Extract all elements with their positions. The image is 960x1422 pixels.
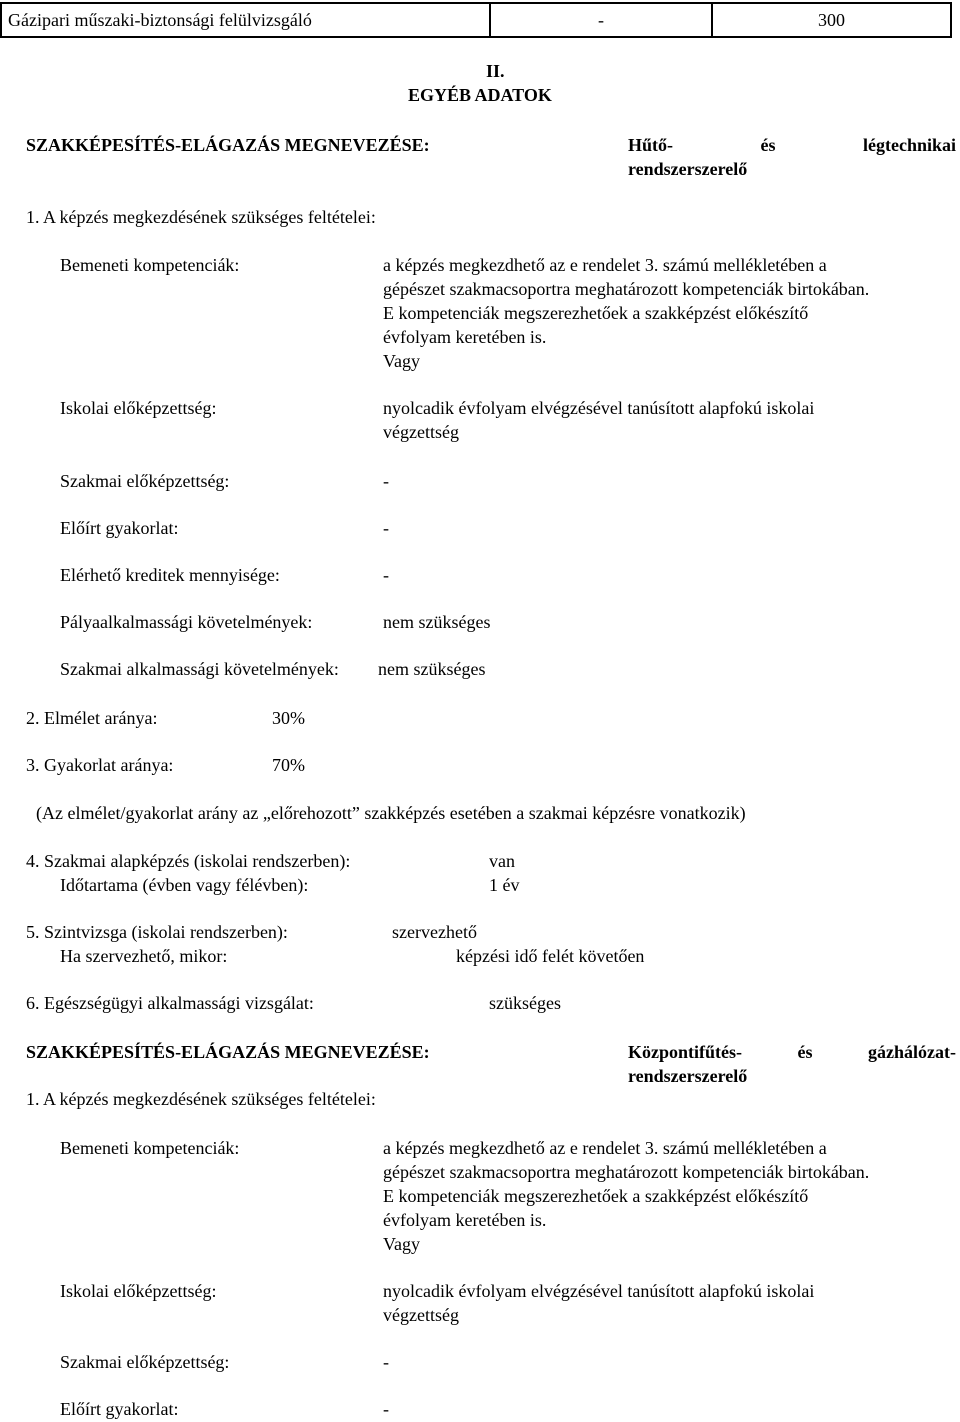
branch1-item1: 1. A képzés megkezdésének szükséges feltételei: — [26, 207, 376, 227]
branch1-bemeneti-line: a képzés megkezdhető az e rendelet 3. számú mellékletében a — [383, 255, 827, 275]
branch1-heading: SZAKKÉPESÍTÉS-ELÁGAZÁS MEGNEVEZÉSE: — [26, 135, 430, 155]
branch2-bemeneti-line: gépészet szakmacsoportra meghatározott kompetenciák birtokában. — [383, 1162, 870, 1182]
branch1-szakmai-alk-label: Szakmai alkalmassági követelmények: — [60, 659, 339, 679]
branch1-bemeneti-text — [383, 253, 869, 373]
branch1-eloirt-label: Előírt gyakorlat: — [60, 518, 179, 538]
branch2-bemeneti-line: E kompetenciák megszerezhetőek a szakképzést előkészítő — [383, 1186, 809, 1206]
branch1-item4b-value: 1 év — [489, 875, 520, 895]
branch1-kredit-value: - — [383, 565, 389, 585]
branch2-iskolai-line: nyolcadik évfolyam elvégzésével tanúsított alapfokú iskolai — [383, 1281, 815, 1301]
branch2-name-word2: és — [797, 1042, 813, 1062]
branch2-eloirt-label: Előírt gyakorlat: — [60, 1399, 179, 1419]
branch2-bemeneti-label: Bemeneti kompetenciák: — [60, 1138, 240, 1158]
branch2-bemeneti-line: évfolyam keretében is. — [383, 1210, 547, 1230]
branch1-item4b-label: Időtartama (évben vagy félévben): — [60, 875, 309, 895]
branch2-iskolai-label: Iskolai előképzettség: — [60, 1281, 217, 1301]
branch1-item6-value: szükséges — [489, 993, 561, 1013]
section-title: EGYÉB ADATOK — [408, 85, 552, 105]
branch1-iskolai-line: nyolcadik évfolyam elvégzésével tanúsított alapfokú iskolai — [383, 398, 815, 418]
header-qualification: Gázipari műszaki-biztonsági felülvizsgáló — [2, 4, 491, 36]
branch2-szakmai-elo-label: Szakmai előképzettség: — [60, 1352, 230, 1372]
branch1-item4-value: van — [489, 851, 515, 871]
branch2-name-word3: gázhálózat- — [868, 1042, 956, 1062]
branch1-item5-label: 5. Szintvizsga (iskolai rendszerben): — [26, 922, 288, 942]
section-number: II. — [486, 61, 505, 81]
branch1-iskolai-text — [383, 396, 814, 444]
branch2-heading: SZAKKÉPESÍTÉS-ELÁGAZÁS MEGNEVEZÉSE: — [26, 1042, 430, 1062]
branch1-item5-value: szervezhető — [392, 922, 477, 942]
branch1-bemeneti-line: gépészet szakmacsoportra meghatározott kompetenciák birtokában. — [383, 279, 870, 299]
branch1-item5b-value: képzési idő felét követően — [456, 946, 645, 966]
branch1-name-line1 — [628, 133, 956, 157]
branch1-note: (Az elmélet/gyakorlat arány az „előrehozott” szakképzés esetében a szakmai képzésre vonatkozik) — [36, 803, 746, 823]
branch2-eloirt-value: - — [383, 1399, 389, 1419]
branch1-item2-label: 2. Elmélet aránya: — [26, 708, 158, 728]
header-code: 300 — [818, 10, 845, 30]
branch2-szakmai-elo-value: - — [383, 1352, 389, 1372]
branch1-item2-value: 30% — [272, 708, 305, 728]
branch1-palya-value: nem szükséges — [383, 612, 491, 632]
branch1-kredit-label: Elérhető kreditek mennyisége: — [60, 565, 280, 585]
branch1-bemeneti-line: évfolyam keretében is. — [383, 327, 547, 347]
branch1-item3-value: 70% — [272, 755, 305, 775]
branch1-palya-label: Pályaalkalmassági követelmények: — [60, 612, 313, 632]
branch2-bemeneti-line: Vagy — [383, 1234, 420, 1254]
branch1-item5b-label: Ha szervezhető, mikor: — [60, 946, 228, 966]
branch2-bemeneti-text — [383, 1136, 869, 1256]
branch1-szakmai-elo-value: - — [383, 471, 389, 491]
branch2-name-line2: rendszerszerelő — [628, 1066, 748, 1086]
branch1-szakmai-alk-value: nem szükséges — [378, 659, 486, 679]
branch2-name-line1 — [628, 1040, 956, 1064]
branch2-iskolai-line: végzettség — [383, 1305, 459, 1325]
branch1-bemeneti-label: Bemeneti kompetenciák: — [60, 255, 240, 275]
branch1-name-word1: Hűtő- — [628, 135, 673, 155]
header-dash: - — [491, 4, 713, 36]
branch1-bemeneti-line: Vagy — [383, 351, 420, 371]
branch1-iskolai-line: végzettség — [383, 422, 459, 442]
branch1-name-word2: és — [760, 135, 776, 155]
branch2-bemeneti-line: a képzés megkezdhető az e rendelet 3. számú mellékletében a — [383, 1138, 827, 1158]
branch1-eloirt-value: - — [383, 518, 389, 538]
branch1-name-word3: légtechnikai — [863, 135, 956, 155]
branch1-item4-label: 4. Szakmai alapképzés (iskolai rendszerben): — [26, 851, 351, 871]
branch2-name-word1: Központifűtés- — [628, 1042, 742, 1062]
branch1-szakmai-elo-label: Szakmai előképzettség: — [60, 471, 230, 491]
branch1-bemeneti-line: E kompetenciák megszerezhetőek a szakképzést előkészítő — [383, 303, 809, 323]
header-table — [0, 2, 952, 38]
branch1-name-line2: rendszerszerelő — [628, 159, 748, 179]
branch1-item6-label: 6. Egészségügyi alkalmassági vizsgálat: — [26, 993, 314, 1013]
branch2-iskolai-text — [383, 1279, 814, 1327]
branch1-item3-label: 3. Gyakorlat aránya: — [26, 755, 174, 775]
branch2-item1: 1. A képzés megkezdésének szükséges feltételei: — [26, 1089, 376, 1109]
branch1-iskolai-label: Iskolai előképzettség: — [60, 398, 217, 418]
